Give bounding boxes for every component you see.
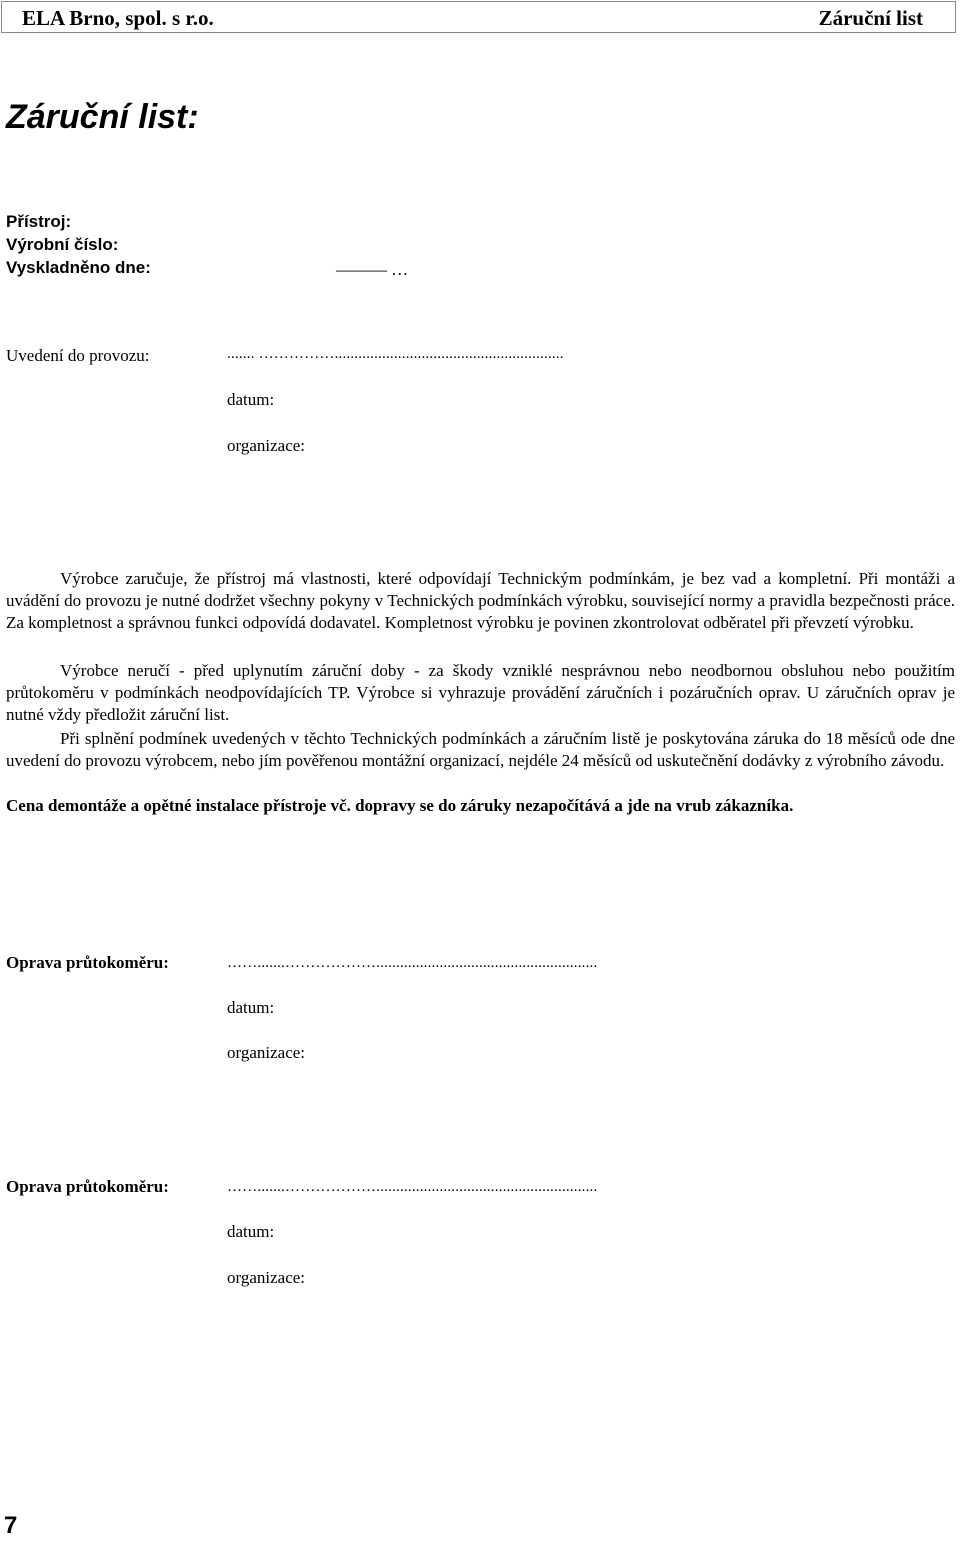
page-number: 7 — [4, 1512, 18, 1539]
warranty-paragraph-4: Cena demontáže a opětné instalace přístroje vč. dopravy se do záruky nezapočítává a jde na vrub zákazníka. — [6, 796, 794, 815]
commissioning-dots: ....... …………….......................................................... — [227, 346, 564, 362]
document-name: Záruční list — [818, 6, 923, 30]
warranty-paragraph-3: Při splnění podmínek uvedených v těchto Technických podmínkách a záručním listě je poskytována záruka do 18 měsíců ode dne uvedení do provozu výrobcem, nebo jím pověřenou montážní organizací, nejdéle 24 měsíců od uskutečnění dodávky z výrobního závodu. — [6, 729, 955, 770]
page-title: Záruční list: — [6, 98, 199, 136]
commissioning-label: Uvedení do provozu: — [6, 346, 150, 365]
serial-label: Výrobní číslo: — [6, 235, 119, 254]
repair-2-org-label: organizace: — [227, 1268, 306, 1287]
company-name: ELA Brno, spol. s r.o. — [22, 6, 214, 30]
repair-2-label: Oprava průtokoměru: — [6, 1177, 169, 1196]
repair-1-org-label: organizace: — [227, 1043, 306, 1062]
stocked-value: ——— … — [336, 260, 409, 279]
stocked-label: Vyskladněno dne: — [6, 258, 151, 277]
repair-1-label: Oprava průtokoměru: — [6, 953, 169, 972]
repair-1-dots: …….......………………........................................................ — [227, 955, 598, 971]
commissioning-date-label: datum: — [227, 390, 275, 409]
repair-1-date-label: datum: — [227, 998, 275, 1017]
device-label: Přístroj: — [6, 212, 72, 231]
repair-2-date-label: datum: — [227, 1222, 275, 1241]
commissioning-org-label: organizace: — [227, 436, 306, 455]
repair-2-dots: …….......………………........................................................ — [227, 1179, 598, 1195]
page-header — [1, 1, 956, 33]
warranty-paragraph-1: Výrobce zaručuje, že přístroj má vlastnosti, které odpovídají Technickým podmínkám, je bez vad a kompletní. Při montáži a uvádění do provozu je nutné dodržet všechny pokyny v Technických podmínkách výrobku, související normy a pravidla bezpečnosti práce. Za kompletnost a správnou funkci odpovídá dodavatel. Kompletnost výrobku je povinen zkontrolovat odběratel při převzetí výrobku. — [6, 569, 955, 632]
warranty-paragraph-2: Výrobce neručí - před uplynutím záruční doby - za škody vzniklé nesprávnou nebo neodbornou obsluhou nebo použitím průtokoměru v podmínkách neodpovídajících TP. Výrobce si vyhrazuje provádění záručních i pozáručních oprav. U záručních oprav je nutné vždy předložit záruční list. — [6, 661, 955, 724]
